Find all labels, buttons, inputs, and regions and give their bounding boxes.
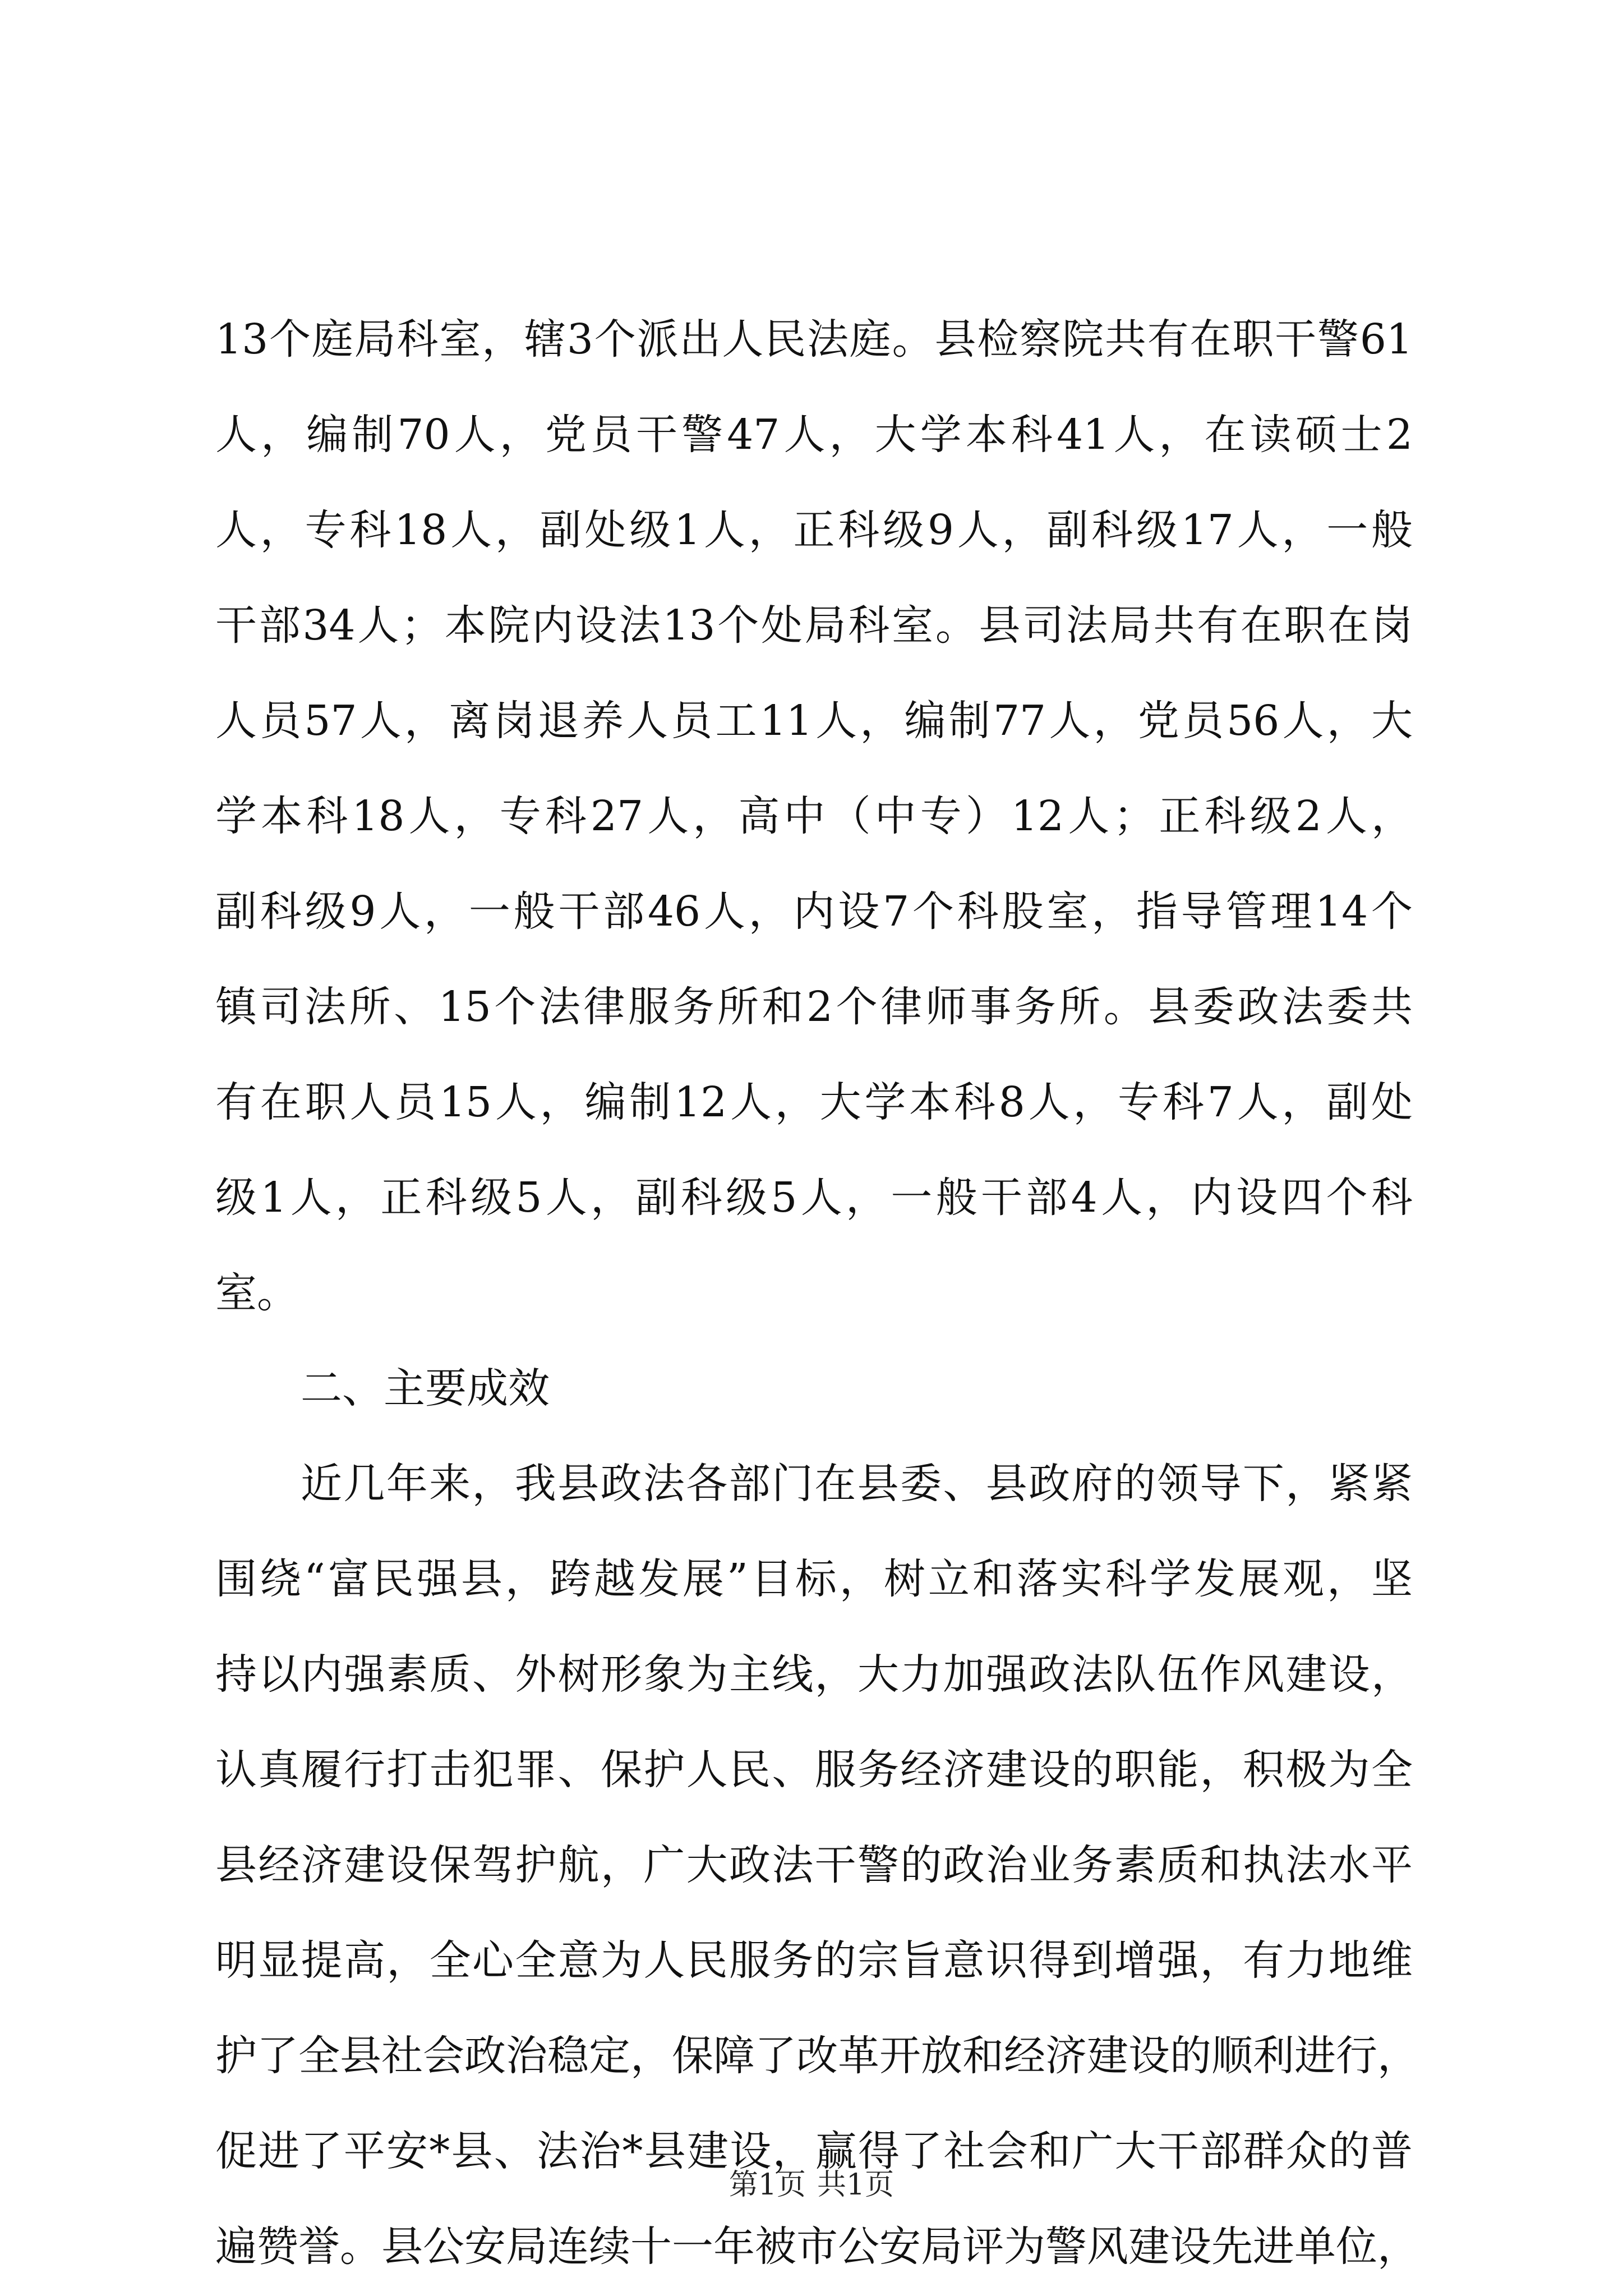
text-line: 13个庭局科室，辖3个派出人民法庭。县检察院共有在职干警61	[215, 315, 1413, 364]
text-line: 级1人，正科级5人，副科级5人，一般干部4人，内设四个科	[215, 1174, 1413, 1222]
text-line: 县经济建设保驾护航，广大政法干警的政治业务素质和执法水平	[215, 1841, 1413, 1889]
section-heading: 二、主要成效	[301, 1364, 550, 1412]
text-line: 持以内强素质、外树形象为主线，大力加强政法队伍作风建设，	[215, 1650, 1413, 1699]
text-line: 认真履行打击犯罪、保护人民、服务经济建设的职能，积极为全	[215, 1746, 1413, 1794]
text-line: 镇司法所、15个法律服务所和2个律师事务所。县委政法委共	[215, 983, 1413, 1031]
text-line: 学本科18人，专科27人，高中（中专）12人；正科级2人，	[215, 792, 1413, 840]
text-line: 人，专科18人，副处级1人，正科级9人，副科级17人，一般	[215, 506, 1413, 554]
text-line: 人，编制70人，党员干警47人，大学本科41人，在读硕士2	[215, 411, 1413, 459]
text-line: 促进了平安*县、法治*县建设，赢得了社会和广大干部群众的普	[215, 2127, 1413, 2175]
text-line: 有在职人员15人，编制12人，大学本科8人，专科7人，副处	[215, 1078, 1413, 1126]
text-line: 干部34人；本院内设法13个处局科室。县司法局共有在职在岗	[215, 601, 1413, 650]
text-line: 围绕“富民强县，跨越发展”目标，树立和落实科学发展观，坚	[215, 1555, 1413, 1603]
text-line: 护了全县社会政治稳定，保障了改革开放和经济建设的顺利进行，	[215, 2032, 1419, 2080]
text-line: 人员57人，离岗退养人员工11人，编制77人，党员56人，大	[215, 697, 1413, 745]
page-number: 第1页	[728, 2168, 806, 2202]
page-footer	[0, 2165, 1623, 2205]
text-line: 遍赞誉。县公安局连续十一年被市公安局评为警风建设先进单位，	[215, 2223, 1419, 2271]
page-total: 共1页	[817, 2168, 895, 2202]
body-text	[215, 292, 1419, 2294]
paragraph-first-line: 近几年来，我县政法各部门在县委、县政府的领导下，紧紧	[301, 1460, 1413, 1508]
text-line: 明显提高，全心全意为人民服务的宗旨意识得到增强，有力地维	[215, 1936, 1413, 1985]
text-line: 副科级9人，一般干部46人，内设7个科股室，指导管理14个	[215, 887, 1413, 936]
text-line: 室。	[215, 1269, 298, 1317]
